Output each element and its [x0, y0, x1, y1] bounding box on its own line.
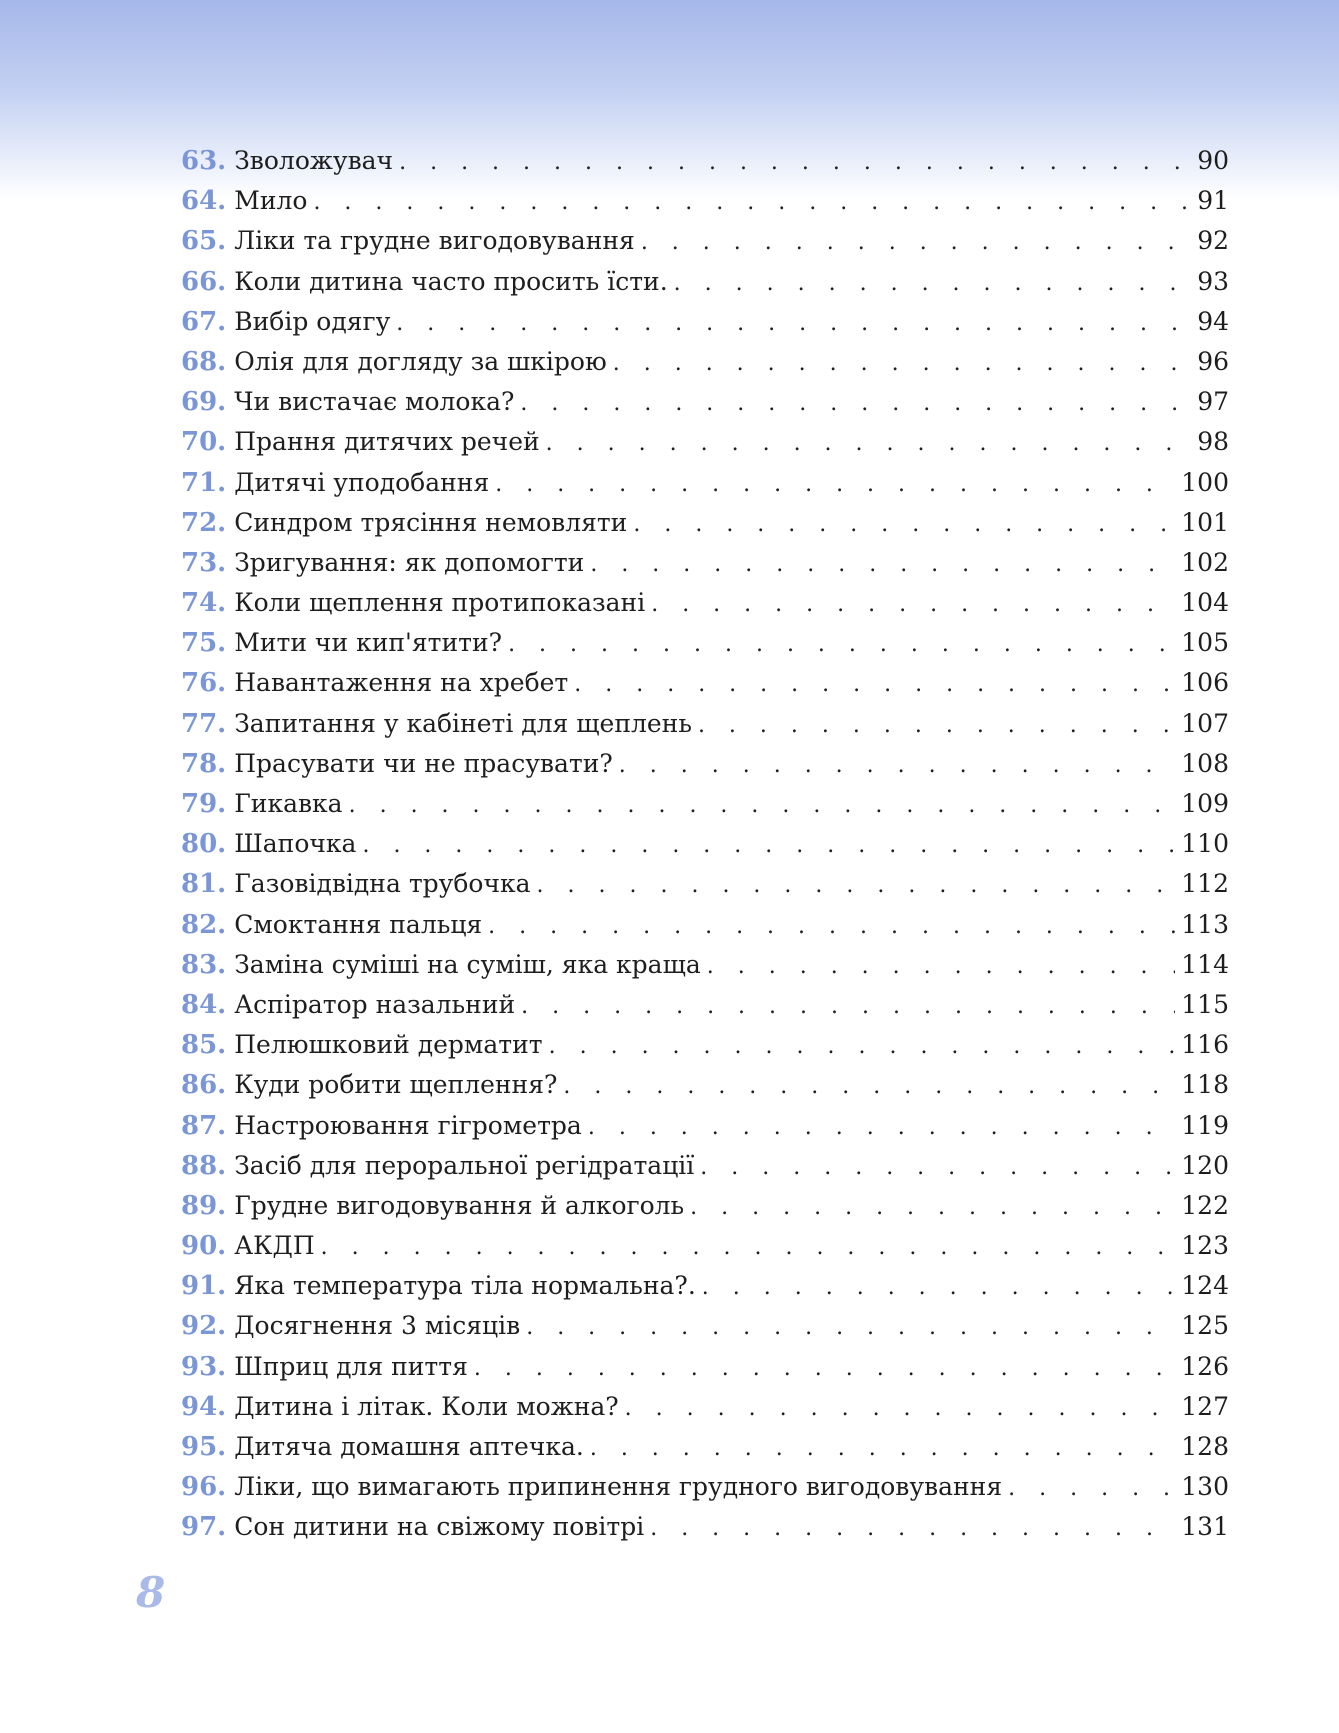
toc-entry-page: 114 [1181, 949, 1229, 979]
dot-leader [633, 505, 1175, 545]
toc-entry-number: 79. [181, 789, 227, 819]
toc-entry-number: 89. [181, 1190, 227, 1221]
toc-entry-number: 97. [181, 1512, 227, 1543]
dot-leader [619, 746, 1176, 786]
dot-leader [590, 545, 1175, 585]
toc-entry-page: 98 [1197, 427, 1229, 457]
toc-entry-title: АКДП [234, 1231, 315, 1261]
dot-leader [650, 1509, 1175, 1549]
toc-entry[interactable] [181, 181, 1229, 221]
toc-entry[interactable] [181, 1226, 1229, 1266]
toc-entry-number: 94. [181, 1391, 227, 1422]
dot-leader [588, 1108, 1175, 1148]
toc-entry[interactable] [181, 1106, 1229, 1146]
toc-entry[interactable] [181, 141, 1229, 181]
toc-entry-page: 119 [1181, 1110, 1229, 1140]
toc-entry[interactable] [181, 744, 1229, 784]
dot-leader [563, 1067, 1175, 1107]
toc-entry-number: 70. [181, 427, 227, 458]
toc-entry-number: 83. [181, 949, 227, 980]
toc-entry-page: 113 [1181, 909, 1229, 939]
toc-entry[interactable] [181, 945, 1229, 985]
dot-leader [651, 585, 1175, 625]
dot-leader [625, 1389, 1176, 1429]
toc-entry-title: Заміна суміші на суміш, яка краща [234, 949, 701, 979]
toc-entry-title: Мило [234, 186, 308, 216]
toc-entry-title: Чи вистачає молока? [234, 387, 515, 417]
toc-entry-number: 86. [181, 1070, 227, 1101]
toc-entry-number: 72. [181, 507, 227, 538]
toc-entry-title: Засіб для пероральної регідратації [234, 1150, 695, 1180]
toc-entry-page: 115 [1181, 989, 1229, 1019]
toc-entry-title: Куди робити щеплення? [234, 1070, 558, 1100]
toc-entry-page: 91 [1197, 186, 1229, 216]
toc-entry[interactable] [181, 1266, 1229, 1306]
toc-entry-number: 90. [181, 1231, 227, 1262]
dot-leader [396, 304, 1191, 344]
toc-entry-number: 65. [181, 226, 227, 257]
toc-entry[interactable] [181, 704, 1229, 744]
toc-entry-title: Зволожувач [234, 146, 394, 175]
toc-entry-number: 87. [181, 1110, 227, 1141]
toc-entry[interactable] [181, 1306, 1229, 1346]
toc-entry-page: 106 [1181, 668, 1229, 698]
toc-entry[interactable] [181, 864, 1229, 904]
toc-entry-title: Навантаження на хребет [234, 668, 569, 698]
toc-entry-title: Сон дитини на свіжому повітрі [234, 1512, 645, 1542]
toc-entry[interactable] [181, 262, 1229, 302]
toc-entry-page: 97 [1197, 387, 1229, 417]
toc-entry-number: 63. [181, 146, 227, 176]
toc-entry-title: Прасувати чи не прасувати? [234, 748, 613, 778]
toc-entry-number: 77. [181, 708, 227, 739]
dot-leader [537, 866, 1176, 906]
toc-entry-number: 69. [181, 387, 227, 418]
toc-entry-title: Грудне вигодовування й алкоголь [234, 1190, 685, 1220]
dot-leader [526, 1308, 1175, 1348]
toc-entry-title: Дитячі уподобання [234, 467, 490, 497]
dot-leader [700, 1148, 1175, 1188]
toc-entry-number: 71. [181, 467, 227, 498]
dot-leader [488, 907, 1175, 947]
toc-entry[interactable] [181, 1186, 1229, 1226]
toc-entry[interactable] [181, 824, 1229, 864]
toc-entry-number: 95. [181, 1432, 227, 1462]
dot-leader [674, 264, 1192, 304]
dot-leader [707, 947, 1176, 987]
toc-entry-title: Ліки, що вимагають припинення грудного вигодовування [234, 1472, 1003, 1502]
dot-leader [549, 1027, 1176, 1067]
toc-entry-page: 112 [1181, 869, 1229, 899]
toc-entry-number: 85. [181, 1030, 227, 1061]
toc-entry-page: 116 [1181, 1030, 1229, 1060]
toc-entry-number: 88. [181, 1150, 227, 1181]
toc-entry-page: 105 [1181, 628, 1229, 658]
toc-entry-page: 123 [1181, 1231, 1229, 1261]
toc-entry[interactable] [181, 543, 1229, 583]
dot-leader [574, 665, 1175, 705]
toc-entry-number: 75. [181, 628, 227, 659]
toc-entry-page: 109 [1181, 789, 1229, 818]
dot-leader [546, 424, 1192, 464]
toc-entry-title: Запитання у кабінеті для щеплень [234, 708, 692, 738]
dot-leader [702, 1268, 1176, 1308]
toc-entry-number: 81. [181, 869, 227, 900]
page-number: 8 [136, 1568, 166, 1617]
toc-entry-page: 107 [1181, 708, 1229, 738]
dot-leader [1008, 1469, 1175, 1509]
toc-entry-title: Олія для догляду за шкірою [234, 346, 607, 376]
toc-entry-page: 127 [1181, 1391, 1229, 1421]
toc-entry[interactable] [181, 1065, 1229, 1105]
toc-entry[interactable] [181, 342, 1229, 382]
toc-entry-number: 84. [181, 989, 227, 1020]
toc-entry[interactable] [181, 1387, 1229, 1427]
toc-entry-page: 102 [1181, 547, 1229, 577]
toc-entry-page: 93 [1197, 266, 1229, 296]
toc-entry-page: 124 [1181, 1271, 1229, 1301]
dot-leader [641, 223, 1191, 263]
dot-leader [474, 1349, 1175, 1389]
toc-entry-number: 76. [181, 668, 227, 699]
dot-leader [313, 183, 1191, 223]
toc-entry-page: 104 [1181, 588, 1229, 618]
toc-entry-number: 78. [181, 748, 227, 779]
toc-entry-number: 73. [181, 547, 227, 578]
toc-entry-page: 108 [1181, 748, 1229, 778]
dot-leader [399, 143, 1191, 183]
toc-entry-number: 74. [181, 588, 227, 619]
toc-entry[interactable] [181, 382, 1229, 422]
toc-entry-title: Синдром трясіння немовляти [234, 507, 628, 537]
toc-entry-page: 131 [1181, 1512, 1229, 1542]
toc-entry-title: Досягнення 3 місяців [234, 1311, 521, 1341]
toc-entry[interactable] [181, 1467, 1229, 1507]
toc-entry[interactable] [181, 503, 1229, 543]
toc-entry-title: Аспіратор назальний [234, 989, 516, 1019]
toc-entry[interactable] [181, 1507, 1229, 1547]
toc-entry-number: 82. [181, 909, 227, 940]
toc-entry-title: Пелюшковий дерматит [234, 1030, 543, 1060]
dot-leader [508, 625, 1175, 665]
toc-entry-number: 92. [181, 1311, 227, 1342]
toc-entry[interactable] [181, 463, 1229, 503]
dot-leader [520, 384, 1191, 424]
toc-entry[interactable] [181, 663, 1229, 703]
dot-leader [698, 706, 1175, 746]
dot-leader [590, 1429, 1175, 1469]
toc-entry-page: 122 [1181, 1190, 1229, 1220]
toc-entry-title: Шприц для пиття [234, 1351, 468, 1381]
toc-entry[interactable] [181, 1146, 1229, 1186]
toc-entry-title: Прання дитячих речей [234, 427, 540, 457]
toc-entry-number: 64. [181, 186, 227, 217]
toc-entry-number: 68. [181, 346, 227, 377]
toc-entry-title: Яка температура тіла нормальна?. [234, 1271, 696, 1301]
toc-entry[interactable] [181, 905, 1229, 945]
dot-leader [495, 465, 1175, 505]
dot-leader [362, 826, 1175, 866]
toc-entry-page: 94 [1197, 306, 1229, 336]
toc-entry-page: 130 [1181, 1472, 1229, 1502]
toc-entry[interactable] [181, 1427, 1229, 1467]
toc-entry[interactable] [181, 985, 1229, 1025]
toc-entry[interactable] [181, 1025, 1229, 1065]
dot-leader [613, 344, 1191, 384]
toc-entry-page: 92 [1197, 226, 1229, 256]
toc-entry-title: Зригування: як допомогти [234, 547, 585, 577]
dot-leader [321, 1228, 1176, 1268]
toc-entry-title: Коли дитина часто просить їсти. [234, 266, 668, 296]
toc-entry-page: 100 [1181, 467, 1229, 497]
toc-entry[interactable] [181, 583, 1229, 623]
toc-entry-page: 110 [1181, 829, 1229, 859]
toc-entry-page: 125 [1181, 1311, 1229, 1341]
toc-entry-page: 120 [1181, 1150, 1229, 1180]
toc-entry-number: 66. [181, 266, 227, 297]
toc-entry-page: 128 [1181, 1432, 1229, 1461]
toc-entry-title: Мити чи кип'ятити? [234, 628, 503, 658]
toc-entry-title: Газовідвідна трубочка [234, 869, 531, 899]
toc-entry[interactable] [181, 623, 1229, 663]
toc-entry-title: Дитяча домашня аптечка. [234, 1432, 584, 1461]
toc-entry-title: Дитина і літак. Коли можна? [234, 1391, 619, 1421]
dot-leader [521, 987, 1175, 1027]
toc-entry-title: Смоктання пальця [234, 909, 483, 939]
toc-entry-title: Шапочка [234, 829, 357, 859]
toc-entry-page: 101 [1181, 507, 1229, 537]
toc-entry-number: 96. [181, 1472, 227, 1503]
dot-leader [690, 1188, 1175, 1228]
toc-entry-page: 96 [1197, 346, 1229, 376]
toc-entry-title: Настроювання гігрометра [234, 1110, 582, 1140]
dot-leader [349, 786, 1176, 826]
toc-entry-page: 126 [1181, 1351, 1229, 1381]
toc-entry-page: 90 [1197, 146, 1229, 175]
toc-entry[interactable] [181, 221, 1229, 261]
toc-entry[interactable] [181, 1347, 1229, 1387]
table-of-contents [181, 141, 1229, 1548]
toc-entry-number: 80. [181, 829, 227, 860]
toc-entry-page: 118 [1181, 1070, 1229, 1100]
toc-entry-title: Коли щеплення протипоказані [234, 588, 646, 618]
toc-entry[interactable] [181, 784, 1229, 824]
toc-entry-title: Гикавка [234, 789, 343, 818]
toc-entry-title: Вибір одягу [234, 306, 391, 336]
toc-entry-number: 67. [181, 306, 227, 337]
toc-entry[interactable] [181, 302, 1229, 342]
toc-entry[interactable] [181, 422, 1229, 462]
toc-entry-number: 91. [181, 1271, 227, 1302]
toc-entry-number: 93. [181, 1351, 227, 1382]
toc-entry-title: Ліки та грудне вигодовування [234, 226, 635, 256]
